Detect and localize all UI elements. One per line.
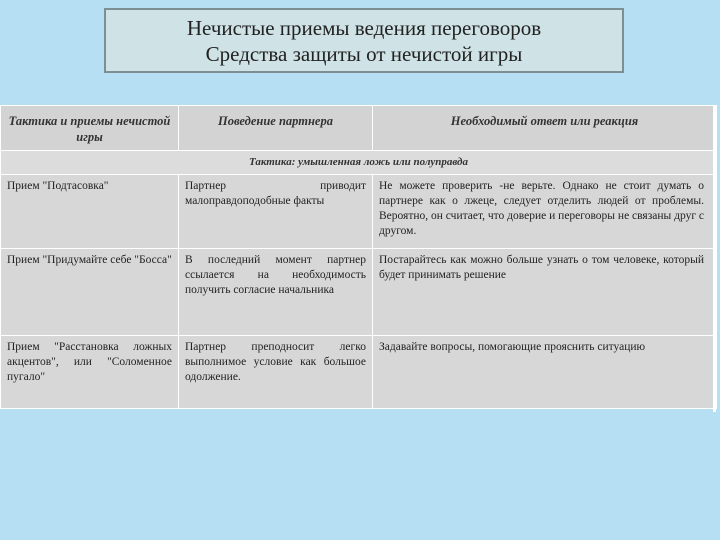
slide-title [104, 8, 624, 73]
table-row [1, 249, 717, 336]
tactics-table [0, 105, 717, 409]
table-header-row [1, 106, 717, 151]
cell-behavior: Партнер приводит малоправдоподобные факты [179, 175, 373, 249]
section-label: Тактика: умышленная ложь или полуправда [1, 151, 717, 175]
header-response: Необходимый ответ или реакция [373, 106, 717, 151]
cell-tactic: Прием "Расстановка ложных акцентов", или "Соломенное пугало" [1, 336, 179, 409]
title-line-2: Средства защиты от нечистой игры [205, 41, 523, 66]
cell-response: Постарайтесь как можно больше узнать о том человеке, который будет принимать решение [373, 249, 717, 336]
section-row [1, 151, 717, 175]
cell-behavior: В последний момент партнер ссылается на необходимость получить согласие начальника [179, 249, 373, 336]
cell-behavior: Партнер преподносит легко выполнимое условие как большое одолжение. [179, 336, 373, 409]
cell-tactic: Прием "Придумайте себе "Босса" [1, 249, 179, 336]
title-line-1: Нечистые приемы ведения переговоров [186, 15, 542, 40]
table-row [1, 336, 717, 409]
header-tactic: Тактика и приемы нечистой игры [1, 106, 179, 151]
cell-tactic: Прием "Подтасовка" [1, 175, 179, 249]
header-behavior: Поведение партнера [179, 106, 373, 151]
table-row [1, 175, 717, 249]
cell-response: Не можете проверить -не верьте. Однако не стоит думать о партнере как о лжеце, следует отделить людей от проблемы. Вероятно, он считает, что доверие и переговоры не связаны друг с другом. [373, 175, 717, 249]
cell-response: Задавайте вопросы, помогающие прояснить ситуацию [373, 336, 717, 409]
